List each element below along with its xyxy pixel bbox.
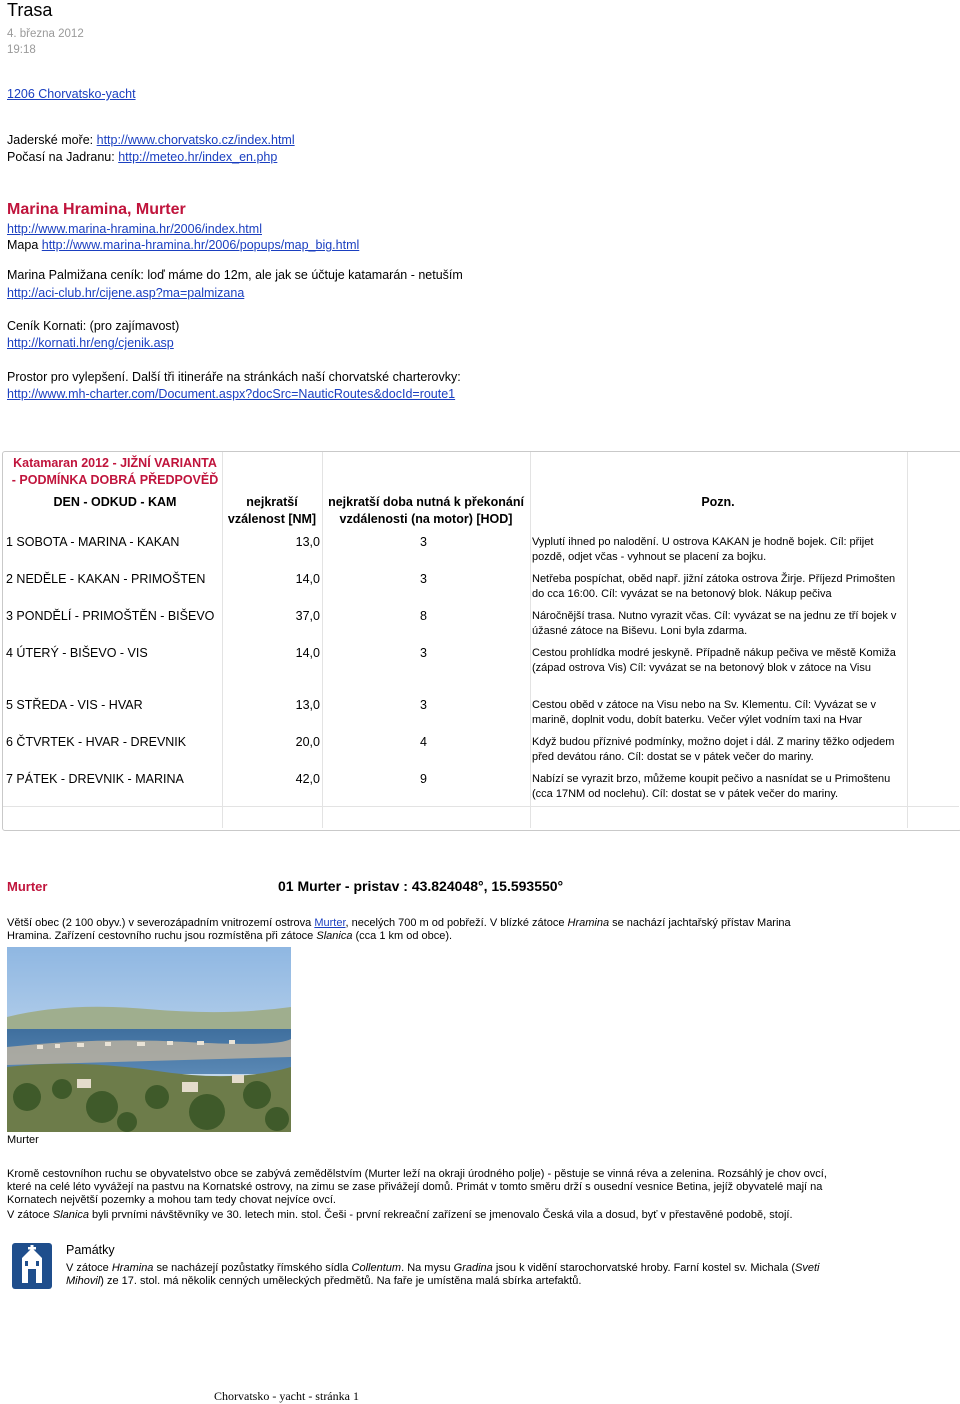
row-hod: 3 bbox=[420, 646, 427, 660]
row-dist: 20,0 bbox=[295, 735, 320, 749]
sea-label: Jaderské moře: bbox=[7, 133, 97, 147]
murter-para2 bbox=[7, 1209, 837, 1222]
row-day: 1 SOBOTA - MARINA - KAKAN bbox=[6, 535, 180, 549]
row-day: 7 PÁTEK - DREVNIK - MARINA bbox=[6, 772, 184, 786]
sea-line bbox=[7, 132, 295, 149]
palmizana-text: Marina Palmižana ceník: loď máme do 12m, ale jak se účtuje katamarán - netuším bbox=[7, 268, 463, 282]
row-note: Netřeba pospíchat, oběd např. jižní zátoka ostrova Žirje. Příjezd Primošten do cca 16:00. Cíl: vyvázat se na betonový blok. Nákup pečiva bbox=[532, 573, 896, 600]
row-hod: 4 bbox=[420, 735, 427, 749]
row-day: 3 PONDĚLÍ - PRIMOŠTĚN - BIŠEVO bbox=[6, 609, 215, 623]
page-date bbox=[7, 26, 84, 58]
row-hod: 9 bbox=[420, 772, 427, 786]
mon-italic: Hramina bbox=[111, 1262, 154, 1274]
mon-text: ) ze 17. stol. má několik cenných uměleckých předmětů. Na faře je umístěna malá sbírka artefaktů. bbox=[100, 1275, 582, 1287]
para2-italic: Slanica bbox=[52, 1209, 89, 1221]
row-dist: 37,0 bbox=[295, 609, 320, 623]
row-day: 2 NEDĚLE - KAKAN - PRIMOŠTEN bbox=[6, 572, 206, 586]
marina-title: Marina Hramina, Murter bbox=[7, 201, 186, 218]
weather-link[interactable]: http://meteo.hr/index_en.php bbox=[118, 150, 278, 164]
murter-heading: 01 Murter - pristav : 43.824048°, 15.593550° bbox=[278, 878, 564, 894]
para2-text: V zátoce bbox=[7, 1209, 53, 1221]
row-note: Cestou prohlídka modré jeskyně. Případně nákup pečiva ve městě Komiža (západ ostrova Vis) Cíl: vyvázat se na betonový blok v zátoce na Visu bbox=[532, 647, 896, 674]
map-label: Mapa bbox=[7, 238, 42, 252]
intro-text: Větší obec (2 100 obyv.) v severozápadním vnitrozemí ostrova bbox=[7, 917, 315, 929]
intro-italic: Hramina bbox=[567, 917, 610, 929]
row-note: Když budou příznivé podmínky, možno dojet i dál. Z mariny těžko odjedem před devátou ráno. Cíl: dostat se v pátek večer do mariny. bbox=[532, 736, 895, 763]
mon-text: V zátoce bbox=[66, 1262, 112, 1274]
monuments-title: Památky bbox=[66, 1243, 115, 1257]
intro-text: se nachází jachtařský přístav Marina Hramina. Zařízení cestovního ruchu jsou rozmístěna při zátoce bbox=[7, 917, 791, 942]
monuments-text bbox=[66, 1262, 836, 1288]
murter-intro bbox=[7, 917, 837, 943]
mon-text: se nacházejí pozůstatky římského sídla bbox=[153, 1262, 352, 1274]
weather-label: Počasí na Jadranu: bbox=[7, 150, 119, 164]
murter-link[interactable]: Murter bbox=[314, 917, 346, 929]
charter-link[interactable]: http://www.mh-charter.com/Document.aspx?docSrc=NauticRoutes&docId=route1 bbox=[7, 387, 456, 401]
row-dist: 13,0 bbox=[295, 698, 320, 712]
photo-caption: Murter bbox=[7, 1134, 39, 1146]
row-day: 4 ÚTERÝ - BIŠEVO - VIS bbox=[6, 646, 148, 660]
weather-line bbox=[7, 149, 277, 166]
mon-text: . Na mysu bbox=[401, 1262, 454, 1274]
murter-photo bbox=[7, 947, 291, 1132]
para2-text: byli prvními návštěvníky ve 30. letech min. stol. Češi - první rekreační zařízení se jmenovalo Česká vila a dosud, byť v přestavěné podobě, stojí. bbox=[88, 1209, 793, 1221]
date-text: 4. března 2012 bbox=[7, 28, 84, 40]
row-day: 6 ČTVRTEK - HVAR - DREVNIK bbox=[6, 735, 187, 749]
row-hod: 3 bbox=[420, 698, 427, 712]
mon-text: jsou k vidění starochorvatské hroby. Farní kostel sv. Michala ( bbox=[492, 1262, 796, 1274]
intro-text: (cca 1 km od obce). bbox=[352, 930, 453, 942]
row-hod: 3 bbox=[420, 535, 427, 549]
row-dist: 14,0 bbox=[295, 572, 320, 586]
mon-italic: Collentum bbox=[351, 1262, 402, 1274]
intro-italic: Slanica bbox=[316, 930, 353, 942]
row-dist: 13,0 bbox=[295, 535, 320, 549]
row-hod: 3 bbox=[420, 572, 427, 586]
col-header-time: nejkratší doba nutná k překonání vzdálenosti (na motor) [HOD] bbox=[328, 495, 524, 526]
row-day: 5 STŘEDA - VIS - HVAR bbox=[6, 698, 143, 712]
table-caption: Katamaran 2012 - JIŽNÍ VARIANTA - PODMÍNKA DOBRÁ PŘEDPOVĚĎ bbox=[11, 456, 219, 487]
marina-link[interactable]: http://www.marina-hramina.hr/2006/index.html bbox=[7, 222, 262, 236]
row-hod: 8 bbox=[420, 609, 427, 623]
time-text: 19:18 bbox=[7, 44, 36, 56]
kornati-link[interactable]: http://kornati.hr/eng/cjenik.asp bbox=[7, 336, 174, 350]
map-line bbox=[7, 237, 359, 254]
mon-italic: Gradina bbox=[453, 1262, 493, 1274]
row-dist: 42,0 bbox=[295, 772, 320, 786]
row-dist: 14,0 bbox=[295, 646, 320, 660]
col-header-dist: nejkratší vzálenost [NM] bbox=[227, 495, 317, 526]
intro-text: , necelých 700 m od pobřeží. V blízké zátoce bbox=[345, 917, 568, 929]
murter-para1: Kromě cestovníhon ruchu se obyvatelstvo obce se zabývá zemědělstvím (Murter leží na okraji úrodného polje) - pěstuje se vinná réva a zelenina. Rozsáhlý je chov ovcí, které na celé léto vyvážejí na pastvu na Kornatské ostrovy, na zimu se zase přivážejí domů. Primát v tomto směru drží s ousední vesnice Betina, jejíž obyvatelé mají na Kornatech největší pozemky a mohou tam tedy chovat nejvíce ovcí. bbox=[7, 1168, 827, 1206]
mon-italic: Sveti Mihovil bbox=[66, 1262, 820, 1287]
page-title: Trasa bbox=[7, 0, 53, 20]
row-note: Vyplutí ihned po nalodění. U ostrova KAKAN je hodně bojek. Cíl: přijet pozdě, odjet včas - vyhnout se placení za bojku. bbox=[532, 536, 874, 563]
row-note: Náročnější trasa. Nutno vyrazit včas. Cíl: vyvázat se na jednu ze tří bojek v úžasné zátoce na Biševu. Loni byla zdarma. bbox=[532, 610, 897, 637]
murter-label: Murter bbox=[7, 879, 48, 894]
page-footer: Chorvatsko - yacht - stránka 1 bbox=[214, 1389, 359, 1403]
file-link[interactable]: 1206 Chorvatsko-yacht bbox=[7, 87, 136, 101]
improve-text: Prostor pro vylepšení. Další tři itineráře na stránkách naší chorvatské charterovky: bbox=[7, 370, 461, 384]
row-note: Nabízí se vyrazit brzo, můžeme koupit pečivo a nasnídat se u Primoštenu (cca 17NM od noclehu). Cíl: dostat se v pátek večer do mariny. bbox=[532, 773, 891, 800]
row-note: Cestou oběd v zátoce na Visu nebo na Sv. Klementu. Cíl: Vyvázat se v marině, doplnit vodu, dobít baterku. Večer výlet vodním taxi na Hvar bbox=[532, 699, 877, 726]
kornati-text: Ceník Kornati: (pro zajímavost) bbox=[7, 319, 180, 333]
map-link[interactable]: http://www.marina-hramina.hr/2006/popups/map_big.html bbox=[41, 238, 360, 252]
church-icon bbox=[12, 1243, 52, 1289]
palmizana-link[interactable]: http://aci-club.hr/cijene.asp?ma=palmizana bbox=[7, 286, 245, 300]
col-header-day: DEN - ODKUD - KAM bbox=[53, 495, 177, 509]
murter-photo-image bbox=[7, 947, 291, 1132]
sea-link[interactable]: http://www.chorvatsko.cz/index.html bbox=[96, 133, 295, 147]
col-header-note: Pozn. bbox=[701, 495, 735, 509]
